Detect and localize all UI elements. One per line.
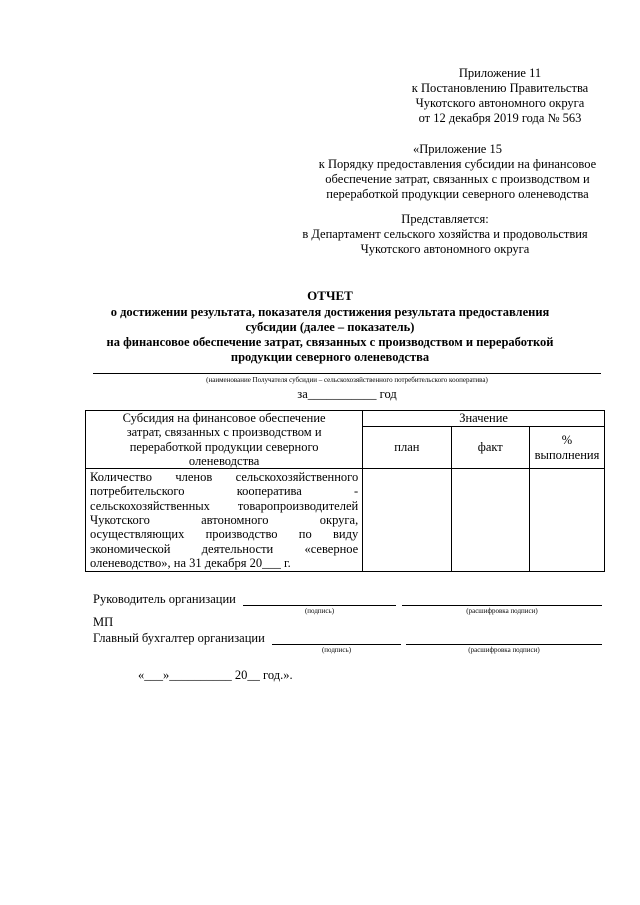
annex-15-line: к Порядку предоставления субсидии на финансовое [318, 157, 597, 171]
row-text-line: Количество членов сельскохозяйственного [90, 470, 359, 485]
submitted-line: в Департамент сельского хозяйства и продовольствия [302, 227, 588, 241]
submitted-line: Чукотского автономного округа [360, 242, 530, 256]
annex-15-line: обеспечение затрат, связанных с производством и [325, 172, 590, 186]
row-text-line: экономической деятельности «северное [90, 541, 359, 556]
row-text-line: оленеводство», на 31 декабря 20___ г. [90, 555, 291, 570]
subsidy-header-line: затрат, связанных с производством и [126, 425, 322, 440]
submitted-to [290, 212, 600, 257]
annex-15-header [300, 142, 615, 202]
subsidy-header-line: Субсидия на финансовое обеспечение [122, 411, 326, 425]
members-count-cell [86, 469, 363, 572]
head-of-organization-label: Руководитель организации [93, 592, 236, 606]
subsidy-header-line: переработкой продукции северного [129, 439, 319, 454]
annex-15-line: «Приложение 15 [413, 142, 502, 156]
subsidy-header-line: оленеводства [188, 453, 260, 468]
annex-11-line: Приложение 11 [458, 66, 542, 80]
head-decoding-line [402, 605, 602, 606]
report-subtitle-line: продукции северного оленеводства [230, 350, 430, 364]
head-signature-caption: (подпись) [304, 607, 335, 615]
row-text-line: Чукотского автономного округа, [90, 513, 359, 528]
plan-header: план [363, 427, 451, 469]
report-title: ОТЧЕТ [307, 288, 353, 303]
head-signature-line [243, 605, 396, 606]
report-title-block [60, 288, 600, 365]
percent-header [530, 427, 605, 469]
percent-label: выполнения [534, 447, 600, 462]
accountant-signature-caption: (подпись) [321, 646, 352, 654]
subsidy-header-cell [86, 411, 363, 469]
accountant-signature-line [272, 644, 401, 645]
recipient-caption: (наименование Получателя субсидии – сельскохозяйственного потребительского кооператива) [206, 376, 488, 384]
annex-15-line: переработкой продукции северного оленеводства [326, 187, 589, 201]
table-header-row [86, 411, 605, 427]
stamp-placeholder: МП [93, 615, 114, 629]
fact-value-cell [451, 469, 529, 572]
report-period: за___________ год [297, 387, 397, 401]
fact-header: факт [451, 427, 529, 469]
annex-11-line: Чукотского автономного округа [415, 96, 585, 110]
row-text-line: осуществляющих производство по виду [90, 527, 359, 542]
recipient-name-line [93, 373, 601, 374]
annex-11-line: к Постановлению Правительства [411, 81, 589, 95]
date-line: «___»__________ 20__ год.». [138, 668, 293, 682]
annex-11-header [380, 66, 620, 126]
report-table [85, 410, 605, 572]
percent-value-cell [530, 469, 605, 572]
accountant-decoding-line [406, 644, 602, 645]
report-subtitle-line: на финансовое обеспечение затрат, связанных с производством и переработкой [106, 335, 554, 349]
chief-accountant-label: Главный бухгалтер организации [93, 631, 265, 645]
accountant-decoding-caption: (расшифровка подписи) [468, 646, 540, 654]
submitted-line: Представляется: [401, 212, 489, 226]
table-row [86, 469, 605, 572]
percent-symbol: % [561, 433, 573, 448]
row-text-line: потребительского кооператива - [90, 484, 359, 499]
head-decoding-caption: (расшифровка подписи) [466, 607, 538, 615]
value-header: Значение [363, 411, 605, 427]
report-subtitle-line: о достижении результата, показателя достижения результата предоставления [110, 305, 550, 319]
row-text-line: сельскохозяйственных товаропроизводителей [90, 498, 359, 513]
annex-11-line: от 12 декабря 2019 года № 563 [418, 111, 582, 125]
plan-value-cell [363, 469, 451, 572]
report-subtitle-line: субсидии (далее – показатель) [245, 320, 415, 334]
